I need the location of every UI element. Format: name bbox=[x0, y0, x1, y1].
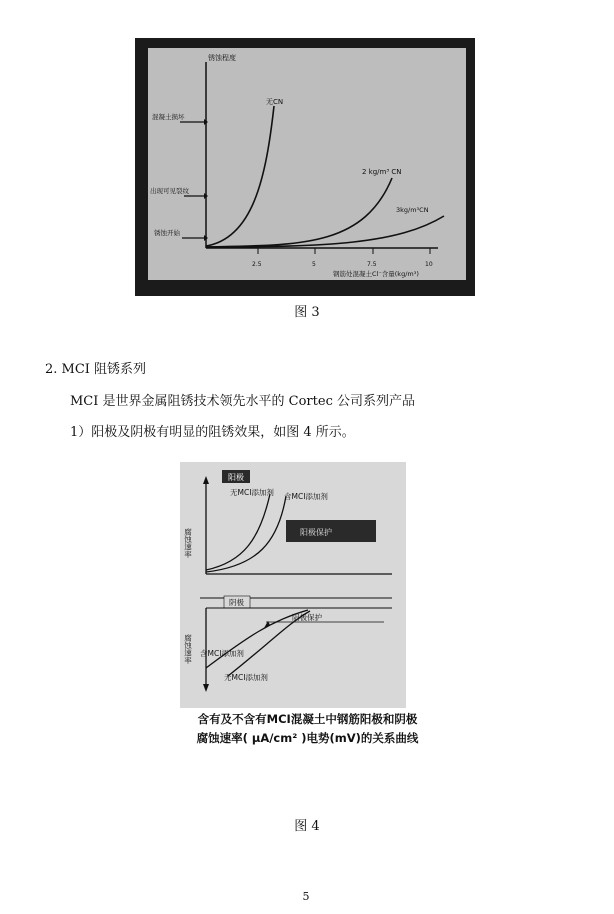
anode-y-arrow bbox=[203, 476, 209, 484]
x-tick-label: 5 bbox=[312, 261, 316, 268]
cathode-y-arrow bbox=[203, 684, 209, 692]
figure-4-subtitle-line2: 腐蚀速率( μA/cm² )电势(mV)的关系曲线 bbox=[196, 731, 419, 745]
paragraph: 1）阳极及阴极有明显的阻锈效果，如图 4 所示。 bbox=[70, 425, 355, 440]
curve-2kg-cn bbox=[206, 178, 392, 247]
anode-label-no-mci: 无MCI添加剂 bbox=[230, 488, 274, 497]
page-number: 5 bbox=[302, 890, 310, 903]
curve-label-3kg-cn: 3kg/m³CN bbox=[396, 206, 429, 214]
curve-no-cn bbox=[206, 106, 274, 246]
paragraph: MCI 是世界金属阻锈技术领先水平的 Cortec 公司系列产品 bbox=[70, 394, 415, 409]
level-label-corrosion-start: 锈蚀开始 bbox=[154, 229, 180, 237]
cathode-title: 阴极 bbox=[229, 598, 244, 607]
level-label-concrete-damage: 混凝土损坏 bbox=[152, 113, 185, 121]
cathode-protection-label: 阴极保护 bbox=[292, 613, 322, 622]
curve-label-2kg-cn: 2 kg/m³ CN bbox=[362, 168, 402, 176]
anode-curve-with-mci bbox=[206, 496, 286, 572]
level-label-visible-cracks: 出现可见裂纹 bbox=[150, 187, 189, 195]
anode-rate-axis-label: 腐蚀速率 bbox=[183, 528, 193, 558]
figure-4-subtitle-line1: 含有及不含有MCI混凝土中钢筋阳极和阴极 bbox=[197, 712, 418, 726]
x-tick-label: 7.5 bbox=[367, 261, 377, 268]
figure-4 bbox=[180, 462, 406, 708]
figure-4-chart bbox=[180, 462, 406, 708]
x-tick-label: 10 bbox=[425, 261, 433, 268]
anode-protection-label: 阳极保护 bbox=[300, 528, 332, 537]
figure-3-plot-area bbox=[148, 48, 466, 280]
section-heading: 2. MCI 阻锈系列 bbox=[45, 362, 147, 377]
figure-4-caption: 图 4 bbox=[294, 819, 320, 834]
anode-curve-no-mci bbox=[206, 494, 270, 570]
curve-3kg-cn bbox=[206, 216, 444, 247]
figure-3-caption: 图 3 bbox=[294, 305, 320, 320]
figure-3-chart bbox=[148, 48, 466, 280]
x-axis-label: 钢筋处混凝土Cl⁻含量(kg/m³) bbox=[333, 270, 419, 278]
x-tick-label: 2.5 bbox=[252, 261, 262, 268]
cathode-label-with-mci: 含MCI添加剂 bbox=[200, 649, 244, 658]
y-axis-label: 锈蚀程度 bbox=[208, 54, 236, 62]
anode-label-with-mci: 含MCI添加剂 bbox=[284, 492, 328, 501]
curve-label-no-cn: 无CN bbox=[266, 98, 284, 106]
cathode-rate-axis-label: 腐蚀速率 bbox=[183, 634, 193, 664]
cathode-label-no-mci: 无MCI添加剂 bbox=[224, 673, 268, 682]
anode-title: 阳极 bbox=[228, 473, 244, 482]
